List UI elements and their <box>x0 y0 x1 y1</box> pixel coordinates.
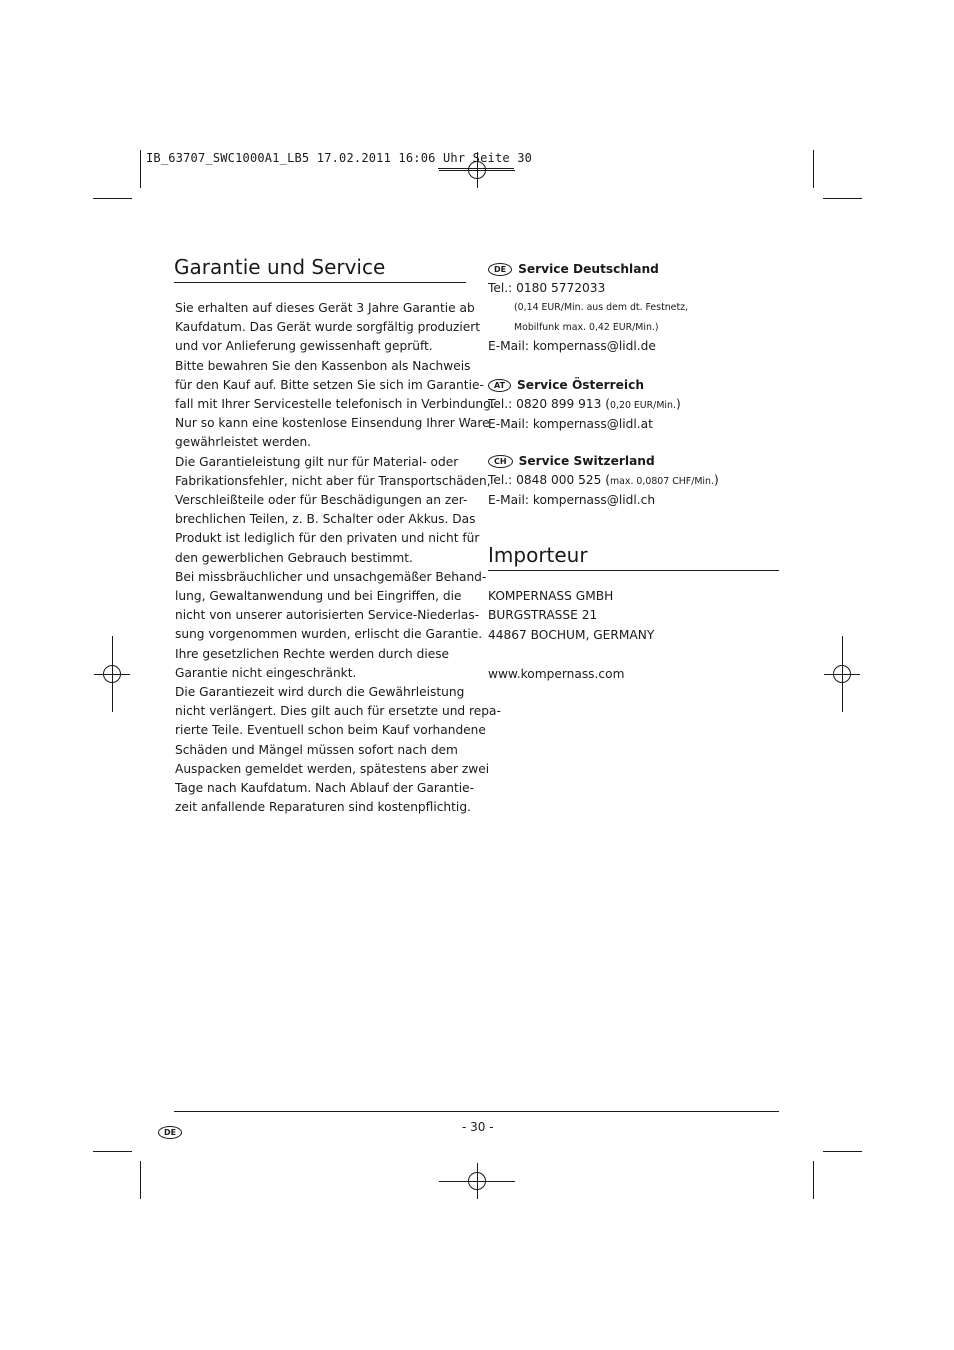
text-line: Die Garantiezeit wird durch die Gewährleistung <box>175 685 465 700</box>
crop-mark <box>823 198 862 199</box>
text-line: den gewerblichen Gebrauch bestimmt. <box>175 550 413 565</box>
service-rate-close: ) <box>675 397 681 412</box>
registration-mark-bottom <box>459 1163 495 1199</box>
text-line: Bitte bewahren Sie den Kassenbon als Nachweis <box>175 358 471 373</box>
crop-mark <box>823 1151 862 1152</box>
text-line: Verschleißteile oder für Beschädigungen an zer- <box>175 493 468 508</box>
service-de <box>488 260 688 356</box>
crop-mark <box>93 1151 132 1152</box>
text-line: Schäden und Mängel müssen sofort nach dem <box>175 742 458 757</box>
service-rate-close: ) <box>713 473 719 488</box>
print-slug: IB_63707_SWC1000A1_LB5 17.02.2011 16:06 Uhr Seite 30 <box>146 151 533 165</box>
website-link[interactable]: www.kompernass.com <box>488 666 625 681</box>
crop-mark <box>813 1161 814 1199</box>
text-line: Nur so kann eine kostenlose Einsendung Ihrer Ware <box>175 416 490 431</box>
heading-importeur: Importeur <box>488 543 588 567</box>
crop-mark <box>140 1161 141 1199</box>
service-at <box>488 376 681 435</box>
text-line: gewährleistet werden. <box>175 435 312 450</box>
service-note: (0,14 EUR/Min. aus dem dt. Festnetz, <box>514 302 689 314</box>
heading-rule <box>488 570 779 571</box>
service-email: E-Mail: kompernass@lidl.de <box>488 338 656 353</box>
street: BURGSTRASSE 21 <box>488 608 598 623</box>
city: 44867 BOCHUM, GERMANY <box>488 627 655 642</box>
service-ch <box>488 452 719 511</box>
text-line: Fabrikationsfehler, nicht aber für Transportschäden, <box>175 473 491 488</box>
service-tel: Tel.: 0180 5772033 <box>488 281 606 296</box>
service-title: Service Switzerland <box>518 454 655 468</box>
text-line: sung vorgenommen wurden, erlischt die Garantie. <box>175 627 483 642</box>
text-line: lung, Gewaltanwendung und bei Eingriffen, die <box>175 589 462 604</box>
service-rate: max. 0,0807 CHF/Min. <box>610 476 714 488</box>
text-line: Kaufdatum. Das Gerät wurde sorgfältig produziert <box>175 320 481 335</box>
text-line: rierte Teile. Eventuell schon beim Kauf vorhandene <box>175 723 486 738</box>
text-line: Ihre gesetzlichen Rechte werden durch diese <box>175 646 450 661</box>
text-line: Auspacken gemeldet werden, spätestens aber zwei <box>175 761 490 776</box>
text-line: Die Garantieleistung gilt nur für Material- oder <box>175 454 459 469</box>
text-line: Produkt ist lediglich für den privaten und nicht für <box>175 531 480 546</box>
text-line: brechlichen Teilen, z. B. Schalter oder Akkus. Das <box>175 512 476 527</box>
text-line: fall mit Ihrer Servicestelle telefonisch in Verbindung. <box>175 397 495 412</box>
service-tel: Tel.: 0820 899 913 ( <box>488 397 611 412</box>
service-title: Service Deutschland <box>518 262 659 276</box>
text-line: nicht verlängert. Dies gilt auch für ersetzte und repa- <box>175 704 501 719</box>
heading-garantie: Garantie und Service <box>174 255 386 279</box>
service-note: Mobilfunk max. 0,42 EUR/Min.) <box>514 321 659 333</box>
footer-rule <box>174 1111 779 1112</box>
text-line: nicht von unserer autorisierten Service-Niederlas- <box>175 608 480 623</box>
text-line: Tage nach Kaufdatum. Nach Ablauf der Garantie- <box>175 781 475 796</box>
company-name: KOMPERNASS GMBH <box>488 589 614 603</box>
importeur-address <box>488 587 654 684</box>
text-line: Sie erhalten auf dieses Gerät 3 Jahre Garantie ab <box>175 301 475 315</box>
slug-underline <box>438 168 514 169</box>
service-title: Service Österreich <box>517 378 645 392</box>
country-badge-at: AT <box>488 379 511 392</box>
text-line: zeit anfallende Reparaturen sind kostenpflichtig. <box>175 800 471 815</box>
country-badge-ch: CH <box>488 455 513 468</box>
service-rate: 0,20 EUR/Min. <box>610 400 676 412</box>
text-line: und vor Anlieferung gewissenhaft geprüft. <box>175 339 433 354</box>
text-line: Garantie nicht eingeschränkt. <box>175 665 357 680</box>
service-email: E-Mail: kompernass@lidl.ch <box>488 493 656 508</box>
country-badge-de: DE <box>488 263 512 276</box>
page-number: - 30 - <box>462 1120 494 1134</box>
footer-country-badge <box>158 1121 188 1140</box>
text-line: für den Kauf auf. Bitte setzen Sie sich im Garantie- <box>175 377 484 392</box>
registration-mark-right <box>824 656 860 692</box>
crop-mark <box>93 198 132 199</box>
heading-rule <box>174 282 466 283</box>
crop-mark <box>140 150 141 188</box>
service-email: E-Mail: kompernass@lidl.at <box>488 417 653 432</box>
crop-mark <box>813 150 814 188</box>
service-tel: Tel.: 0848 000 525 ( <box>488 473 611 488</box>
garantie-text <box>175 299 501 817</box>
text-line: Bei missbräuchlicher und unsachgemäßer Behand- <box>175 569 487 584</box>
country-badge-de: DE <box>158 1126 182 1139</box>
registration-mark-left <box>94 656 130 692</box>
